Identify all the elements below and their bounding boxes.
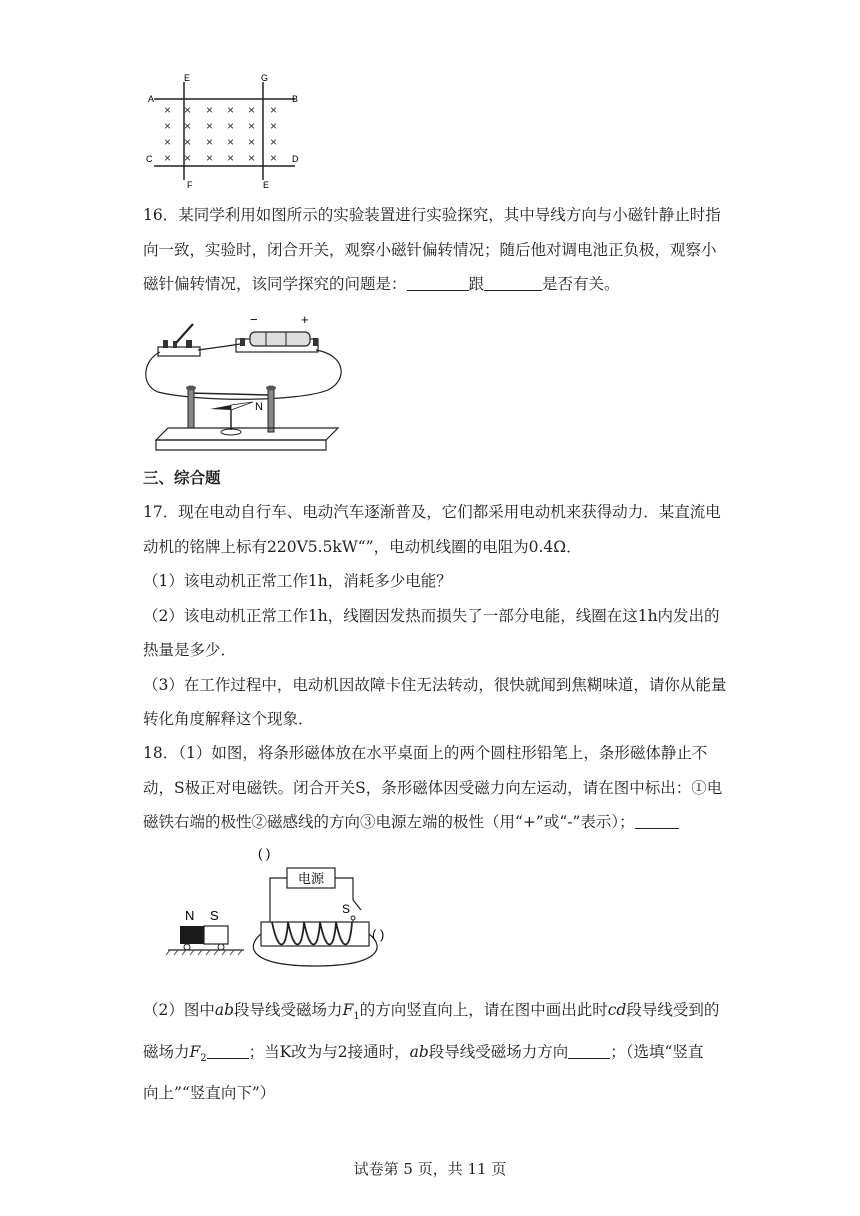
label-f: F xyxy=(187,180,193,190)
wire-left xyxy=(270,878,287,922)
cross-mark: × xyxy=(270,119,278,133)
cross-mark: × xyxy=(248,151,256,165)
pencil-roller-left xyxy=(184,944,190,950)
q18-line-3-a: 磁铁右端的极性②磁感线的方向③电源左端的极性（用“+”或“-”表示）； xyxy=(143,813,635,831)
q18-p2-f2-sub: 2 xyxy=(200,1052,207,1064)
q18-part2-line-2 xyxy=(143,1035,728,1077)
iron-core xyxy=(261,922,369,946)
cross-mark: × xyxy=(270,103,278,117)
field-cross-marks xyxy=(164,103,277,165)
power-polarity-blank[interactable]: ( ) xyxy=(258,846,271,861)
pencil-roller-right xyxy=(218,944,224,950)
cross-mark: × xyxy=(164,151,172,165)
wire-right xyxy=(335,878,353,900)
cross-mark: × xyxy=(164,103,172,117)
cross-mark: × xyxy=(227,151,235,165)
q16-line-1: 16．某同学利用如图所示的实验装置进行实验探究，其中导线方向与小磁针静止时指 xyxy=(143,206,721,224)
bar-magnet-n-pole xyxy=(180,926,204,944)
q16-line-3-c: 是否有关。 xyxy=(542,275,620,293)
cross-mark: × xyxy=(248,103,256,117)
answer-blank-q18-2[interactable] xyxy=(207,1042,249,1059)
q17-line-3: （1）该电动机正常工作1h，消耗多少电能？ xyxy=(143,572,452,590)
label-c: C xyxy=(146,154,153,164)
section-title: 三、综合题 xyxy=(143,468,221,487)
cross-mark: × xyxy=(184,103,192,117)
switch-post-left xyxy=(163,340,168,348)
q18-p2-ab: ab xyxy=(214,1001,235,1019)
q18-p2-f1: F xyxy=(342,1001,354,1019)
cross-mark: × xyxy=(270,135,278,149)
cross-mark: × xyxy=(206,135,214,149)
q18-p2-f1-sub: 1 xyxy=(353,1011,360,1023)
q18-p2-text-8: ；（选填“竖直 xyxy=(610,1042,704,1061)
q17-line-2: 动机的铭牌上标有220V5.5kW“”，电动机线圈的电阻为0.4Ω． xyxy=(143,537,582,556)
q17-line-4: （2）该电动机正常工作1h，线圈因发热而损失了一部分电能，线圈在这1h内发出的 xyxy=(143,606,720,625)
q16-line-3-a: 磁针偏转情况，该同学探究的问题是： xyxy=(143,275,407,293)
q18-p2-text-3: 的方向竖直向上，请在图中画出此时 xyxy=(359,1001,608,1019)
q17-line-5: 热量是多少． xyxy=(143,641,237,659)
q18-p2-text-1: （2）图中 xyxy=(143,1001,215,1019)
q18-p2-text-5: 磁场力 xyxy=(143,1042,190,1061)
cross-mark: × xyxy=(184,119,192,133)
stand-post-left xyxy=(188,388,194,428)
cross-mark: × xyxy=(164,135,172,149)
battery-terminal-right xyxy=(313,338,318,346)
electromagnet-pole-blank[interactable]: ( ) xyxy=(372,927,385,942)
switch-post-right xyxy=(186,340,192,348)
answer-blank-q16-1[interactable] xyxy=(407,275,469,292)
q18-line-2: 动，S极正对电磁铁。闭合开关S，条形磁体因受磁力向左运动，请在图中标出：①电 xyxy=(143,778,723,797)
question-18 xyxy=(143,736,728,840)
magnetic-field-figure xyxy=(140,72,310,194)
cross-mark: × xyxy=(270,151,278,165)
cross-mark: × xyxy=(184,135,192,149)
bar-magnet-s-label: S xyxy=(210,908,219,923)
label-g: G xyxy=(261,73,269,83)
wooden-base-top xyxy=(156,428,338,440)
stand-post-left-top xyxy=(186,386,196,391)
q18-p2-text-2: 段导线受磁场力 xyxy=(234,1001,343,1019)
switch-contact xyxy=(351,916,355,920)
label-e-bottom: E xyxy=(263,180,270,190)
table-hatching xyxy=(166,950,242,955)
coil-windings xyxy=(272,922,352,945)
oersted-experiment-figure xyxy=(138,310,368,460)
question-18-part-2 xyxy=(143,993,728,1111)
q16-line-3 xyxy=(143,267,728,302)
q18-part2-line-1 xyxy=(143,993,728,1035)
question-17 xyxy=(143,495,728,737)
cross-mark: × xyxy=(184,151,192,165)
stand-post-right-top xyxy=(266,386,276,391)
magnetic-field-line[interactable] xyxy=(253,934,377,966)
cross-mark: × xyxy=(227,135,235,149)
label-a: A xyxy=(148,94,155,104)
q18-p2-text-4: 段导线受到的 xyxy=(626,1001,720,1019)
answer-blank-q18-1[interactable] xyxy=(635,813,679,830)
electromagnet-figure xyxy=(160,842,410,974)
power-source-label: 电源 xyxy=(297,871,325,886)
battery-plus-label: + xyxy=(301,312,309,327)
q18-line-3 xyxy=(143,805,728,840)
q16-line-3-b: 跟 xyxy=(468,275,485,293)
q18-p2-ab-2: ab xyxy=(409,1042,429,1061)
bar-magnet-s-pole xyxy=(204,926,228,944)
magnetic-needle-n xyxy=(231,402,253,410)
q18-p2-cd: cd xyxy=(607,1001,627,1019)
battery-minus-label: − xyxy=(250,312,258,327)
cross-mark: × xyxy=(206,151,214,165)
cross-mark: × xyxy=(164,119,172,133)
q18-p2-f2: F xyxy=(189,1042,201,1061)
label-d: D xyxy=(292,154,299,164)
needle-north-label: N xyxy=(255,401,263,413)
switch-arm xyxy=(353,900,361,910)
switch-label: S xyxy=(342,902,351,916)
cross-mark: × xyxy=(227,103,235,117)
circuit-wire-outer xyxy=(146,350,341,399)
cross-mark: × xyxy=(248,119,256,133)
battery-cell xyxy=(250,332,310,346)
answer-blank-q18-3[interactable] xyxy=(568,1042,610,1059)
cross-mark: × xyxy=(206,103,214,117)
question-16 xyxy=(143,198,728,302)
cross-mark: × xyxy=(227,119,235,133)
q18-p2-text-6: ；当K改为与2接通时， xyxy=(248,1042,410,1061)
q18-line-1: 18．（1）如图，将条形磁体放在水平桌面上的两个圆柱形铅笔上，条形磁体静止不 xyxy=(143,744,708,762)
q17-line-7: 转化角度解释这个现象． xyxy=(143,710,314,728)
q17-line-1: 17．现在电动自行车、电动汽车逐渐普及，它们都采用电动机来获得动力．某直流电 xyxy=(143,503,721,521)
switch-base xyxy=(158,347,200,356)
bar-magnet-n-label: N xyxy=(185,908,195,923)
q18-part2-line-3: 向上”“竖直向下”） xyxy=(143,1084,276,1103)
battery-terminal-left xyxy=(240,338,245,346)
q18-p2-text-7: 段导线受磁场力方向 xyxy=(428,1042,569,1061)
cross-mark: × xyxy=(206,119,214,133)
circuit-wire-top xyxy=(198,344,240,350)
wooden-base-front xyxy=(156,440,326,450)
stand-post-right xyxy=(268,388,274,432)
answer-blank-q16-2[interactable] xyxy=(484,275,542,292)
label-b: B xyxy=(292,94,299,104)
label-e-top: E xyxy=(184,73,191,83)
straight-conductor xyxy=(188,393,268,395)
cross-mark: × xyxy=(248,135,256,149)
q16-line-2: 向一致，实验时，闭合开关，观察小磁针偏转情况；随后他对调电池正负极，观察小 xyxy=(143,240,717,259)
page-footer: 试卷第 5 页，共 11 页 xyxy=(353,1160,507,1178)
q17-line-6: （3）在工作过程中，电动机因故障卡住无法转动，很快就闻到焦糊味道，请你从能量 xyxy=(143,675,727,694)
